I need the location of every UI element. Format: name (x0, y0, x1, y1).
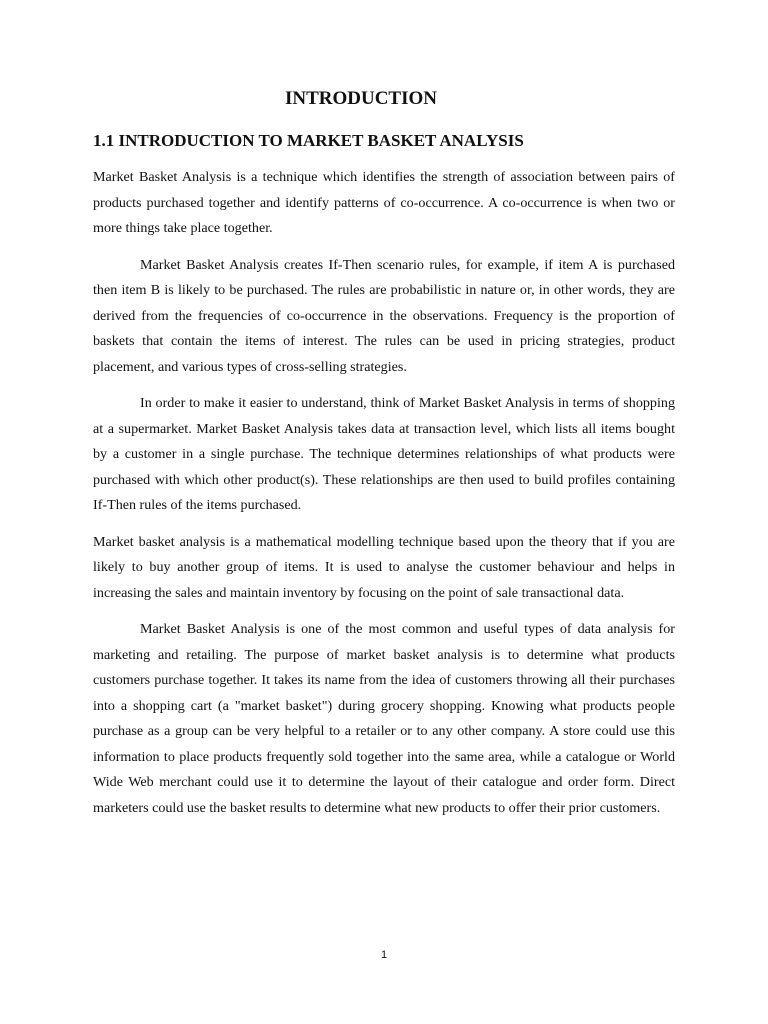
paragraph: Market Basket Analysis creates If-Then scenario rules, for example, if item A is purchased then item B is likely to be purchased. The rules are probabilistic in nature or, in other words, they are derived from the frequencies of co-occurrence in the observations. Frequency is the proportion of baskets that contain the items of interest. The rules can be used in pricing strategies, product placement, and various types of cross-selling strategies. (93, 256, 675, 375)
paragraph: Market Basket Analysis is a technique which identifies the strength of association between pairs of products purchased together and identify patterns of co-occurrence. A co-occurrence is when two or more things take place together. (93, 169, 675, 236)
paragraph: Market basket analysis is a mathematical modelling technique based upon the theory that if you are likely to buy another group of items. It is used to analyse the customer behaviour and helps in increasing the sales and maintain inventory by focusing on the point of sale transactional data. (93, 533, 675, 601)
page-title: INTRODUCTION (284, 88, 438, 109)
page-number: 1 (380, 949, 388, 961)
section-heading: 1.1 INTRODUCTION TO MARKET BASKET ANALYSIS (93, 131, 524, 150)
paragraph: Market Basket Analysis is one of the most common and useful types of data analysis for marketing and retailing. The purpose of market basket analysis is to determine what products customers purchase together. It takes its name from the idea of customers throwing all their purchases into a shopping cart (a "market basket") during grocery shopping. Knowing what products people purchase as a group can be very helpful to a retailer or to any other company. A store could use this information to place products frequently sold together into the same area, while a catalogue or World Wide Web merchant could use it to determine the layout of their catalogue and order form. Direct marketers could use the basket results to determine what new products to offer their prior customers. (93, 621, 675, 816)
paragraph: In order to make it easier to understand, think of Market Basket Analysis in terms of shopping at a supermarket. Market Basket Analysis takes data at transaction level, which lists all items bought by a customer in a single purchase. The technique determines relationships of what products were purchased with which other product(s). These relationships are then used to build profiles containing If-Then rules of the items purchased. (93, 395, 675, 513)
document-body (93, 165, 675, 832)
